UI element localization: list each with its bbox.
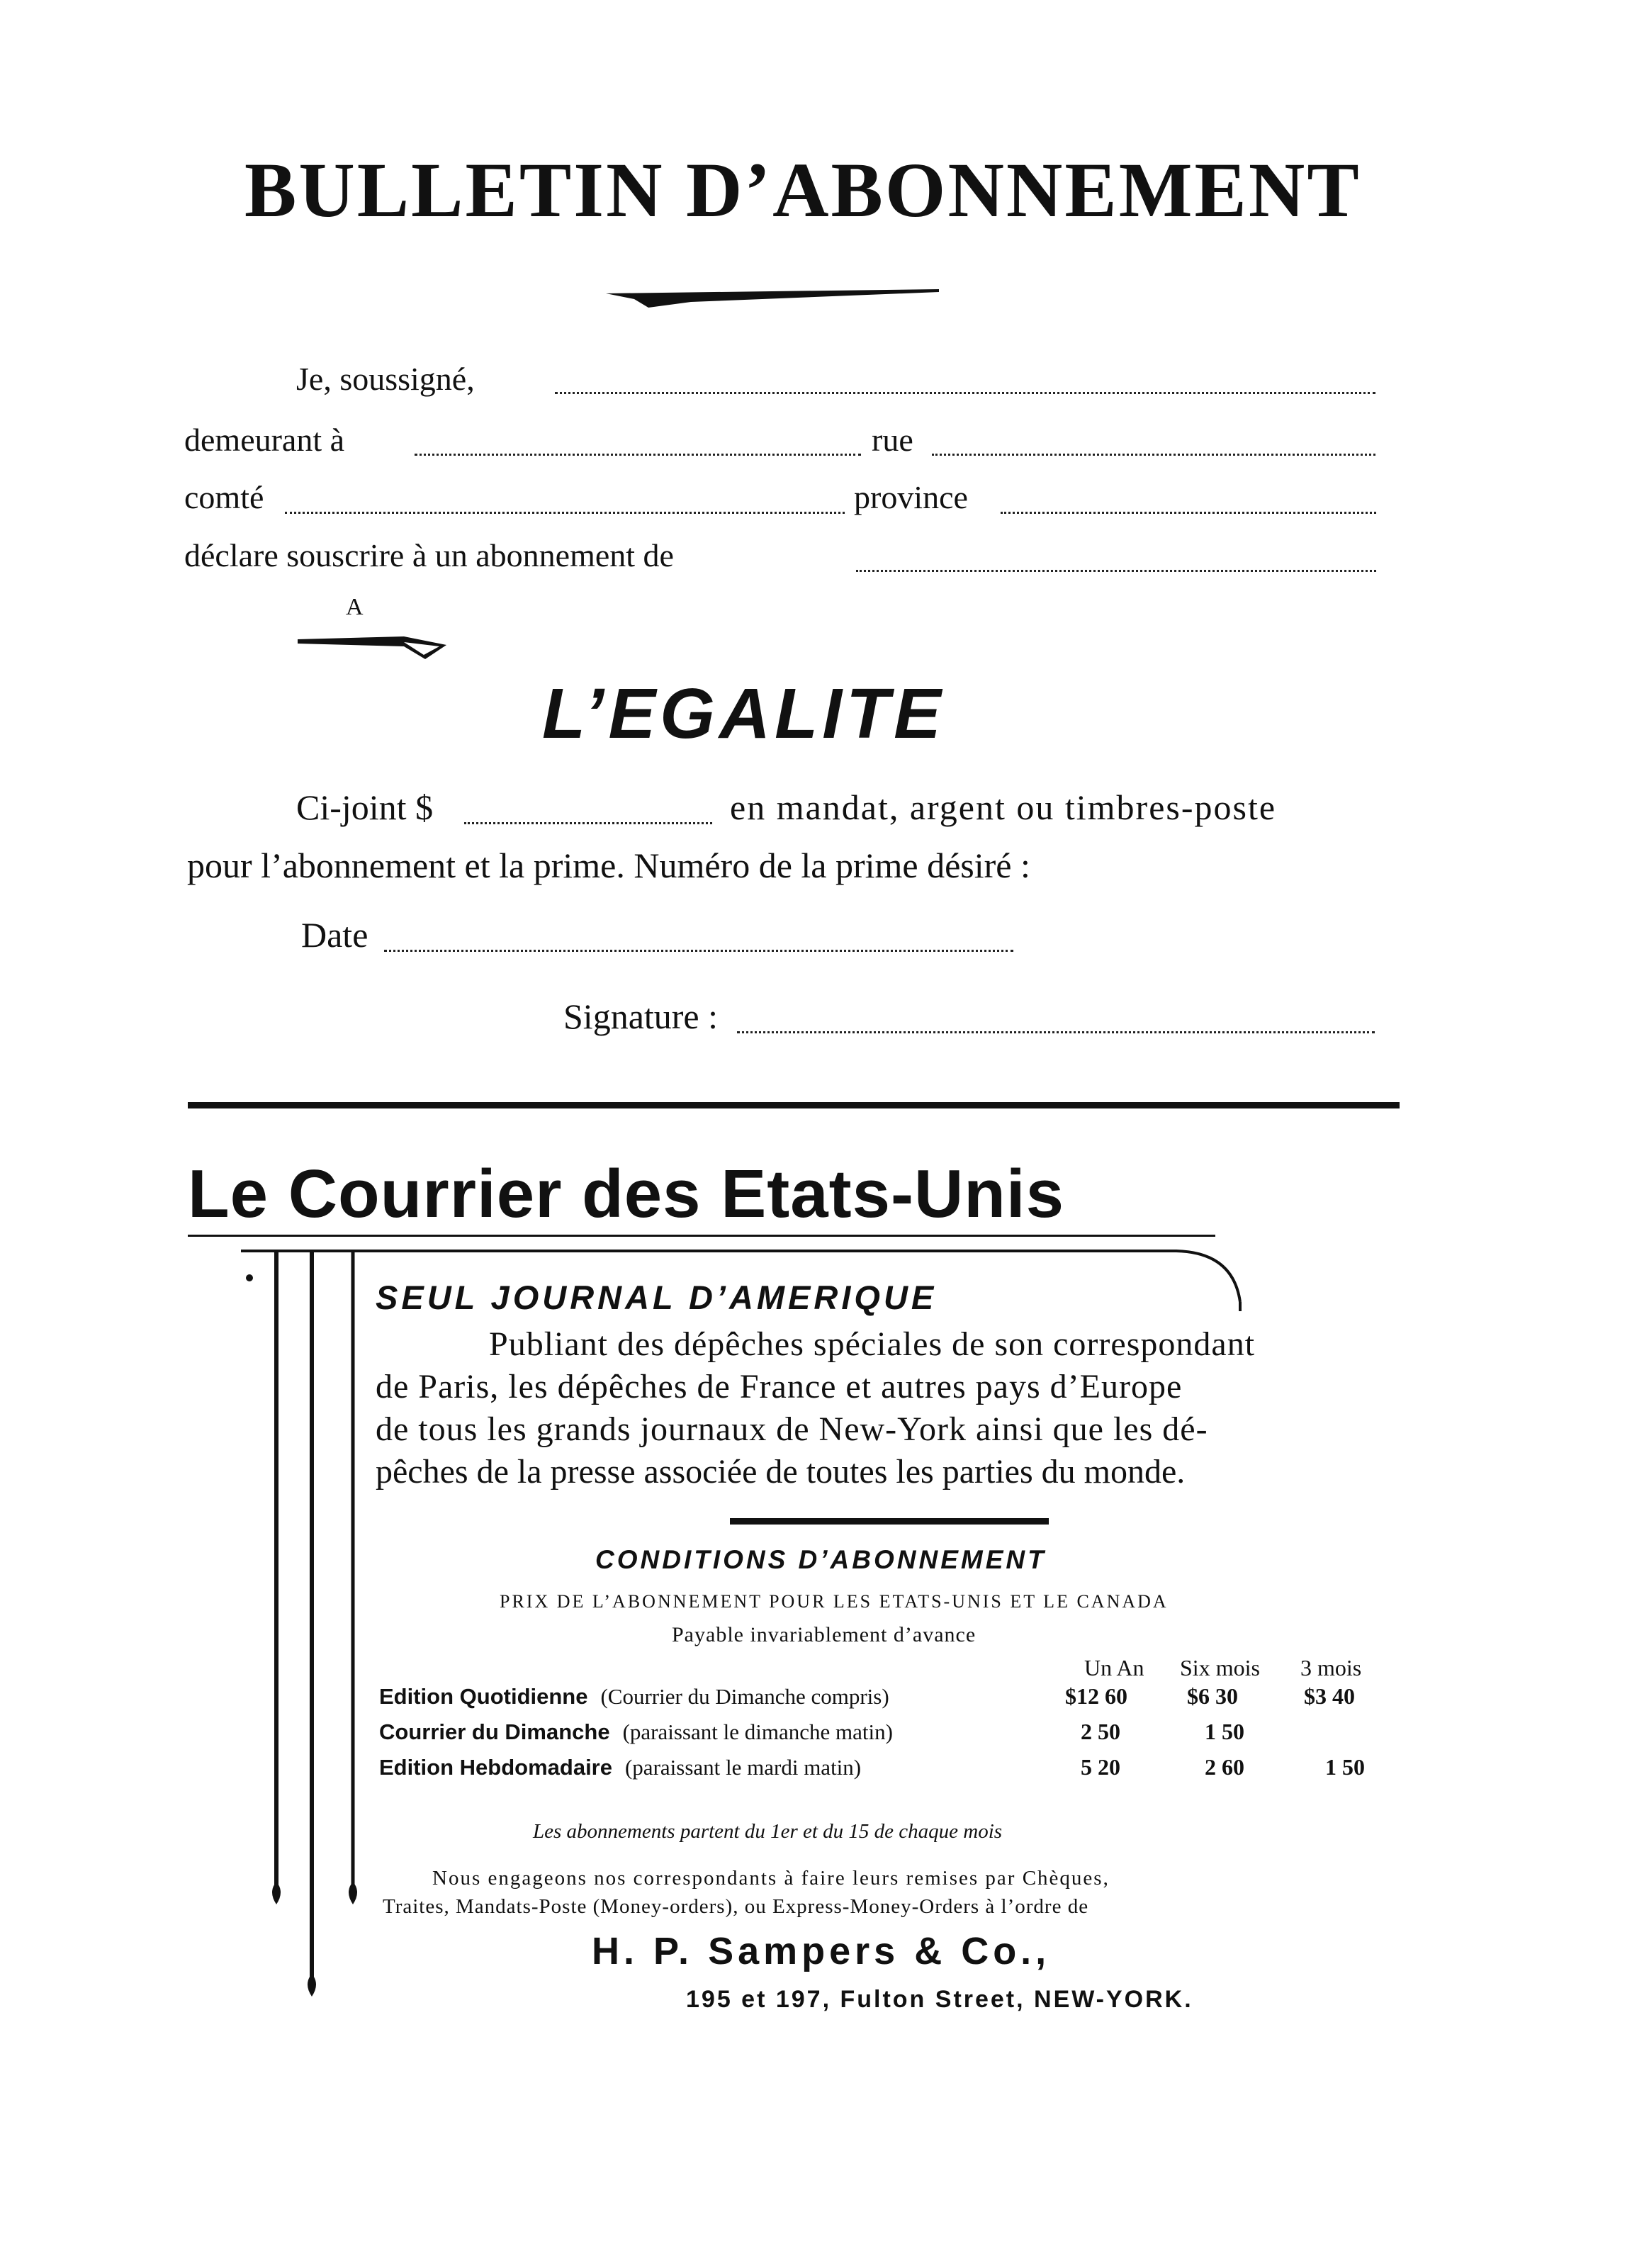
signature-field[interactable] [737, 1031, 1375, 1033]
row-note: (paraissant le mardi matin) [624, 1755, 862, 1780]
arrow-ornament [298, 624, 454, 666]
amount-field[interactable] [464, 822, 712, 824]
row-name: Courrier du Dimanche [379, 1719, 610, 1744]
para-line: de tous les grands journaux de New-York ainsi que les dé- [376, 1410, 1208, 1448]
date-field[interactable] [384, 950, 1013, 952]
publisher-name: H. P. Sampers & Co., [592, 1930, 1051, 1972]
page-title: BULLETIN D’ABONNEMENT [244, 147, 1361, 233]
conditions-heading: CONDITIONS D’ABONNEMENT [595, 1545, 1047, 1574]
engage-line-2: Traites, Mandats-Poste (Money-orders), ou Express-Money-Orders à l’ordre de [383, 1895, 1089, 1918]
declare-label: déclare souscrire à un abonnement de [184, 537, 674, 573]
courrier-title-underline [188, 1235, 1215, 1237]
ci-joint-rest: en mandat, argent ou timbres-poste [730, 787, 1277, 827]
para-line: pêches de la presse associée de toutes les parties du monde. [376, 1453, 1186, 1491]
ci-joint-label: Ci-joint $ [296, 787, 434, 827]
city-field[interactable] [415, 454, 861, 456]
signature-label: Signature : [563, 997, 719, 1036]
price-row [379, 1719, 1385, 1754]
publisher-address: 195 et 197, Fulton Street, NEW-YORK. [686, 1986, 1193, 2013]
province-label: province [854, 479, 968, 515]
depart-note: Les abonnements partent du 1er et du 15 de chaque mois [533, 1820, 1003, 1843]
row-price-trois: $3 40 [1304, 1683, 1355, 1709]
para-line: Publiant des dépêches spéciales de son correspondant [489, 1325, 1256, 1363]
row-name: Edition Hebdomadaire [379, 1755, 612, 1780]
payable-note: Payable invariablement d’avance [672, 1623, 977, 1646]
date-label: Date [301, 915, 368, 955]
row-price-six: $6 30 [1187, 1683, 1238, 1709]
row-price-an: $12 60 [1065, 1683, 1127, 1709]
seul-heading: SEUL JOURNAL D’AMERIQUE [376, 1279, 938, 1316]
demeurant-label: demeurant à [184, 422, 345, 458]
rue-label: rue [872, 422, 913, 458]
a-label: A [346, 594, 364, 620]
name-field[interactable] [555, 392, 1375, 394]
row-price-six: 2 60 [1205, 1754, 1244, 1780]
title-swash-ornament [606, 284, 946, 312]
comte-label: comté [184, 479, 264, 515]
subscription-field[interactable] [856, 570, 1376, 572]
journal-name: L’EGALITE [542, 674, 945, 753]
row-price-an: 2 50 [1081, 1719, 1120, 1744]
province-field[interactable] [1001, 512, 1376, 514]
row-price-an: 5 20 [1081, 1754, 1120, 1780]
row-name: Edition Quotidienne [379, 1684, 588, 1709]
description-paragraph [376, 1323, 1382, 1493]
para-line: de Paris, les dépêches de France et autres pays d’Europe [376, 1368, 1183, 1405]
prime-line: pour l’abonnement et la prime. Numéro de la prime désiré : [187, 846, 1030, 885]
row-price-six: 1 50 [1205, 1719, 1244, 1744]
row-price-trois: 1 50 [1325, 1754, 1365, 1780]
county-field[interactable] [285, 512, 845, 514]
street-field[interactable] [932, 454, 1375, 456]
courrier-title: Le Courrier des Etats-Unis [188, 1156, 1064, 1232]
price-row [379, 1683, 1385, 1719]
section-divider [188, 1102, 1400, 1108]
price-row [379, 1754, 1385, 1790]
row-note: (Courrier du Dimanche compris) [600, 1684, 889, 1709]
soussigne-label: Je, soussigné, [296, 361, 475, 397]
col-trois-mois: 3 mois [1300, 1655, 1362, 1680]
col-six-mois: Six mois [1180, 1655, 1260, 1680]
row-note: (paraissant le dimanche matin) [622, 1719, 893, 1744]
prix-heading: PRIX DE L’ABONNEMENT POUR LES ETATS-UNIS ET LE CANADA [500, 1591, 1169, 1612]
col-un-an: Un An [1084, 1655, 1144, 1680]
short-divider [730, 1518, 1049, 1525]
engage-line-1: Nous engageons nos correspondants à faire leurs remises par Chèques, [432, 1867, 1110, 1890]
